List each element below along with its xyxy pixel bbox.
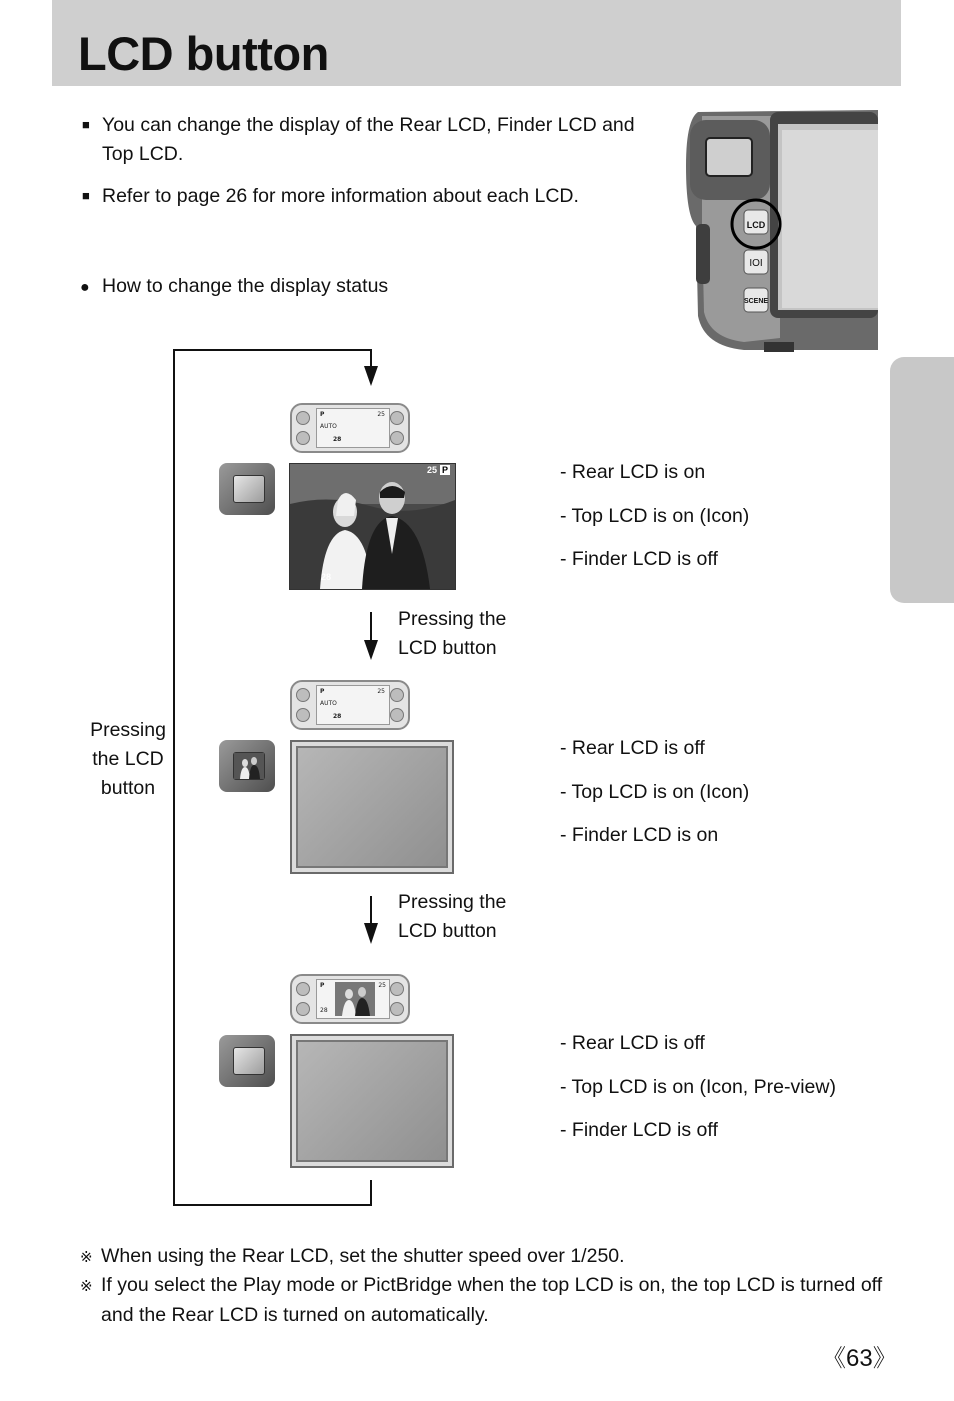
page-number: 《63》	[822, 1345, 897, 1372]
page-title: LCD button	[78, 27, 329, 80]
iso-button-icon	[296, 688, 310, 702]
top-lcd-preview	[290, 974, 410, 1024]
rear-lcd-off	[290, 740, 454, 874]
state-1-status: - Rear LCD is on - Top LCD is on (Icon) - Finder LCD is off	[560, 461, 750, 570]
press-label-2: Pressing the LCD button	[398, 891, 507, 942]
lock-button-icon	[390, 688, 404, 702]
lock-button-icon	[390, 982, 404, 996]
rear-lcd-overlay-top: 25 P	[426, 465, 448, 475]
finder-lcd-on	[219, 740, 275, 792]
couple-photo-icon	[290, 464, 455, 589]
top-lcd-panel: P 25 AUTO 28	[316, 685, 390, 725]
timer-button-icon	[296, 1002, 310, 1016]
svg-text:LCD: LCD	[746, 220, 766, 230]
finder-window	[233, 475, 265, 503]
iso-button-icon	[296, 982, 310, 996]
top-lcd-icon	[290, 680, 410, 730]
intro-bullet-1: ■ You can change the display of the Rear LCD, Finder LCD and Top LCD.	[82, 110, 635, 169]
iso-button-icon	[296, 411, 310, 425]
finder-lcd-off	[219, 463, 275, 515]
finder-window	[233, 1047, 265, 1075]
clock-button-icon	[390, 1002, 404, 1016]
svg-text:SCENE: SCENE	[743, 298, 769, 305]
square-bullet-icon: ■	[82, 188, 90, 203]
svg-text:IOI: IOI	[749, 258, 763, 269]
finder-window-photo	[233, 752, 265, 780]
timer-button-icon	[296, 431, 310, 445]
note-1: ※ When using the Rear LCD, set the shutter speed over 1/250.	[80, 1242, 625, 1272]
note-2: ※ If you select the Play mode or PictBridge when the top LCD is on, the top LCD is turned off and the Rear LCD is turned on automatically.	[80, 1274, 883, 1326]
preview-photo-icon	[335, 982, 375, 1016]
square-bullet-icon: ■	[82, 117, 90, 132]
clock-button-icon	[390, 708, 404, 722]
intro-bullet-2: ■ Refer to page 26 for more information about each LCD.	[82, 181, 579, 211]
howto-heading: ● How to change the display status	[80, 272, 388, 302]
couple-thumbnail-icon	[234, 753, 264, 779]
rear-lcd-off	[290, 1034, 454, 1168]
state-2-status: - Rear LCD is off - Top LCD is on (Icon) - Finder LCD is on	[560, 737, 750, 846]
top-lcd-panel: P 25 28	[316, 979, 390, 1019]
rear-lcd-on-photo	[289, 463, 456, 590]
press-label-1: Pressing the LCD button	[398, 608, 507, 659]
top-lcd-icon	[290, 403, 410, 453]
rear-lcd-zoom: 28	[321, 572, 332, 582]
reference-mark-icon: ※	[80, 1249, 93, 1266]
top-lcd-panel: P 25 AUTO 28	[316, 408, 390, 448]
finder-lcd-off	[219, 1035, 275, 1087]
clock-button-icon	[390, 431, 404, 445]
circle-bullet-icon: ●	[80, 279, 90, 296]
timer-button-icon	[296, 708, 310, 722]
loop-label: Pressing the LCD button	[90, 719, 166, 799]
reference-mark-icon: ※	[80, 1278, 93, 1295]
state-3-status: - Rear LCD is off - Top LCD is on (Icon, Pre-view) - Finder LCD is off	[560, 1032, 836, 1141]
lock-button-icon	[390, 411, 404, 425]
